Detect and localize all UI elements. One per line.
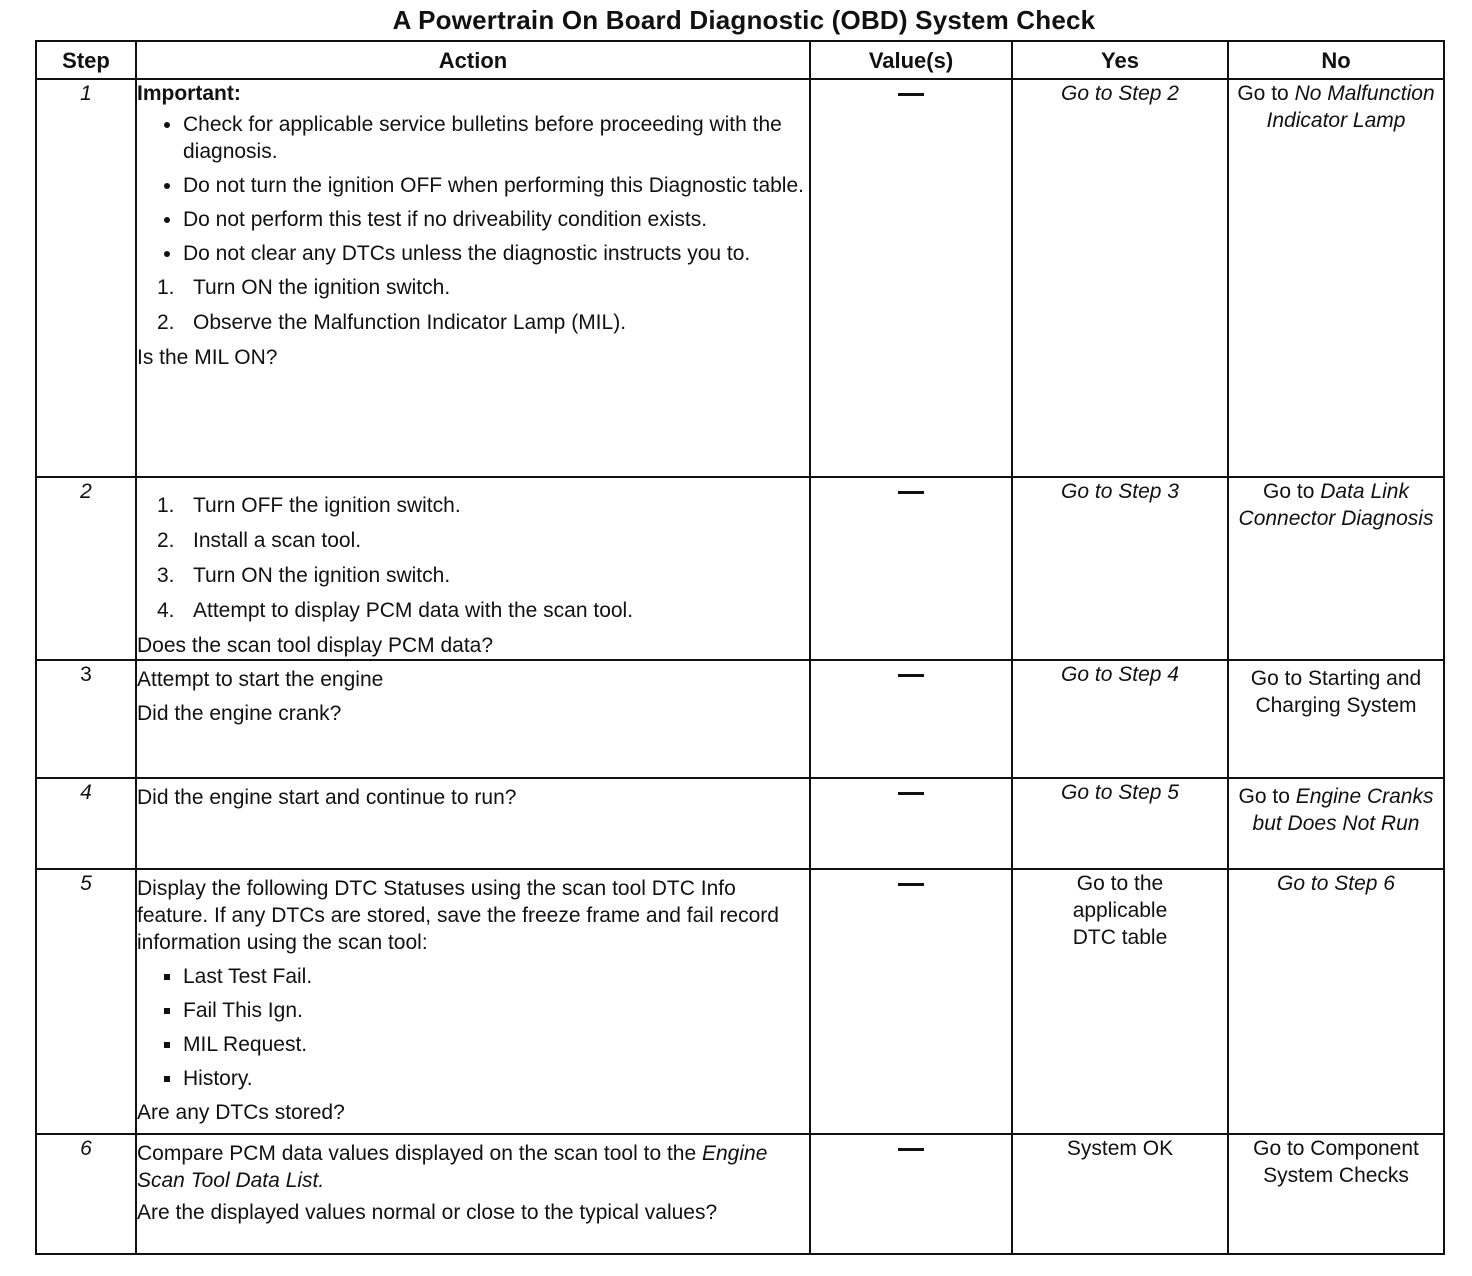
header-no: No bbox=[1228, 41, 1444, 79]
item-text: Turn ON the ignition switch. bbox=[193, 564, 451, 587]
no-link: Engine Cranks but Does Not Run bbox=[1252, 785, 1434, 835]
no-cell: Go to Component System Checks bbox=[1228, 1134, 1444, 1254]
table-row bbox=[36, 79, 1444, 477]
numbered-list bbox=[137, 492, 809, 624]
em-dash bbox=[898, 674, 924, 677]
bullet-list bbox=[137, 963, 809, 1092]
no-cell bbox=[1228, 778, 1444, 869]
value-cell bbox=[810, 79, 1012, 477]
question-text: Did the engine start and continue to run? bbox=[137, 786, 517, 809]
table-row bbox=[36, 778, 1444, 869]
list-item: MIL Request. bbox=[183, 1031, 809, 1058]
list-item bbox=[157, 597, 809, 624]
value-cell bbox=[810, 477, 1012, 660]
yes-cell: Go to Step 4 bbox=[1012, 660, 1228, 778]
action-cell bbox=[136, 477, 810, 660]
step-number: 6 bbox=[36, 1134, 136, 1254]
numbered-list bbox=[137, 274, 809, 336]
item-text: Observe the Malfunction Indicator Lamp (MIL). bbox=[193, 311, 627, 334]
action-text: Attempt to start the engine bbox=[137, 668, 384, 691]
value-cell bbox=[810, 778, 1012, 869]
question-text: Are any DTCs stored? bbox=[137, 1101, 345, 1124]
no-cell bbox=[1228, 477, 1444, 660]
list-item bbox=[157, 274, 809, 301]
list-item: Do not clear any DTCs unless the diagnostic instructs you to. bbox=[183, 240, 809, 267]
list-item bbox=[157, 562, 809, 589]
no-cell bbox=[1228, 79, 1444, 477]
question-text: Did the engine crank? bbox=[137, 702, 342, 725]
list-item: Do not turn the ignition OFF when performing this Diagnostic table. bbox=[183, 172, 809, 199]
item-text: Install a scan tool. bbox=[193, 529, 362, 552]
question-text: Is the MIL ON? bbox=[137, 346, 278, 369]
yes-cell: Go to Step 3 bbox=[1012, 477, 1228, 660]
item-number: 4. bbox=[157, 599, 175, 622]
value-cell bbox=[810, 660, 1012, 778]
value-cell bbox=[810, 1134, 1012, 1254]
no-link: Data Link Connector Diagnosis bbox=[1238, 480, 1434, 530]
item-text: Attempt to display PCM data with the scan tool. bbox=[193, 599, 634, 622]
no-cell: Go to Step 6 bbox=[1228, 869, 1444, 1134]
yes-cell: Go to Step 5 bbox=[1012, 778, 1228, 869]
step-number: 4 bbox=[36, 778, 136, 869]
item-text: Turn ON the ignition switch. bbox=[193, 276, 451, 299]
item-number: 1. bbox=[157, 494, 175, 517]
header-action: Action bbox=[136, 41, 810, 79]
em-dash bbox=[898, 883, 924, 886]
action-text bbox=[137, 1140, 809, 1194]
step-number: 5 bbox=[36, 869, 136, 1134]
step-number: 2 bbox=[36, 477, 136, 660]
header-step: Step bbox=[36, 41, 136, 79]
table-row bbox=[36, 869, 1444, 1134]
page-title: A Powertrain On Board Diagnostic (OBD) System Check bbox=[392, 5, 1096, 35]
header-yes: Yes bbox=[1012, 41, 1228, 79]
yes-cell: Go to Step 2 bbox=[1012, 79, 1228, 477]
table-header-row bbox=[36, 41, 1444, 79]
list-item: Fail This Ign. bbox=[183, 997, 809, 1024]
em-dash bbox=[898, 491, 924, 494]
table-row bbox=[36, 1134, 1444, 1254]
action-cell bbox=[136, 1134, 810, 1254]
table-row bbox=[36, 477, 1444, 660]
bullet-list bbox=[137, 111, 809, 267]
question-text: Are the displayed values normal or close to the typical values? bbox=[137, 1201, 718, 1224]
no-prefix: Go to bbox=[1237, 82, 1289, 105]
list-item: Do not perform this test if no driveability condition exists. bbox=[183, 206, 809, 233]
item-number: 2. bbox=[157, 529, 175, 552]
no-prefix: Go to bbox=[1263, 480, 1315, 503]
important-label: Important: bbox=[137, 82, 241, 105]
step-number: 3 bbox=[36, 660, 136, 778]
list-item: History. bbox=[183, 1065, 809, 1092]
no-cell: Go to Starting and Charging System bbox=[1228, 660, 1444, 778]
item-text: Turn OFF the ignition switch. bbox=[193, 494, 461, 517]
action-cell bbox=[136, 79, 810, 477]
item-number: 1. bbox=[157, 276, 175, 299]
obd-system-check-table bbox=[35, 40, 1445, 1255]
yes-cell: Go to the applicable DTC table bbox=[1012, 869, 1228, 1134]
em-dash bbox=[898, 792, 924, 795]
value-cell bbox=[810, 869, 1012, 1134]
list-item bbox=[157, 309, 809, 336]
item-number: 2. bbox=[157, 311, 175, 334]
header-values: Value(s) bbox=[810, 41, 1012, 79]
action-cell bbox=[136, 778, 810, 869]
yes-cell: System OK bbox=[1012, 1134, 1228, 1254]
step-number: 1 bbox=[36, 79, 136, 477]
action-text: Display the following DTC Statuses using the scan tool DTC Info feature. If any DTCs are stored, save the freeze frame and fail record information using the scan tool: bbox=[137, 877, 779, 954]
action-link: Engine Scan Tool Data List. bbox=[137, 1142, 768, 1192]
action-cell bbox=[136, 869, 810, 1134]
list-item bbox=[157, 527, 809, 554]
list-item bbox=[157, 492, 809, 519]
item-number: 3. bbox=[157, 564, 175, 587]
em-dash bbox=[898, 93, 924, 96]
no-prefix: Go to bbox=[1238, 785, 1290, 808]
list-item: Check for applicable service bulletins before proceeding with the diagnosis. bbox=[183, 111, 809, 165]
no-link: No Malfunction Indicator Lamp bbox=[1266, 82, 1435, 132]
action-cell bbox=[136, 660, 810, 778]
list-item: Last Test Fail. bbox=[183, 963, 809, 990]
action-prefix: Compare PCM data values displayed on the scan tool to the bbox=[137, 1142, 697, 1165]
table-row bbox=[36, 660, 1444, 778]
question-text: Does the scan tool display PCM data? bbox=[137, 634, 494, 657]
em-dash bbox=[898, 1148, 924, 1151]
